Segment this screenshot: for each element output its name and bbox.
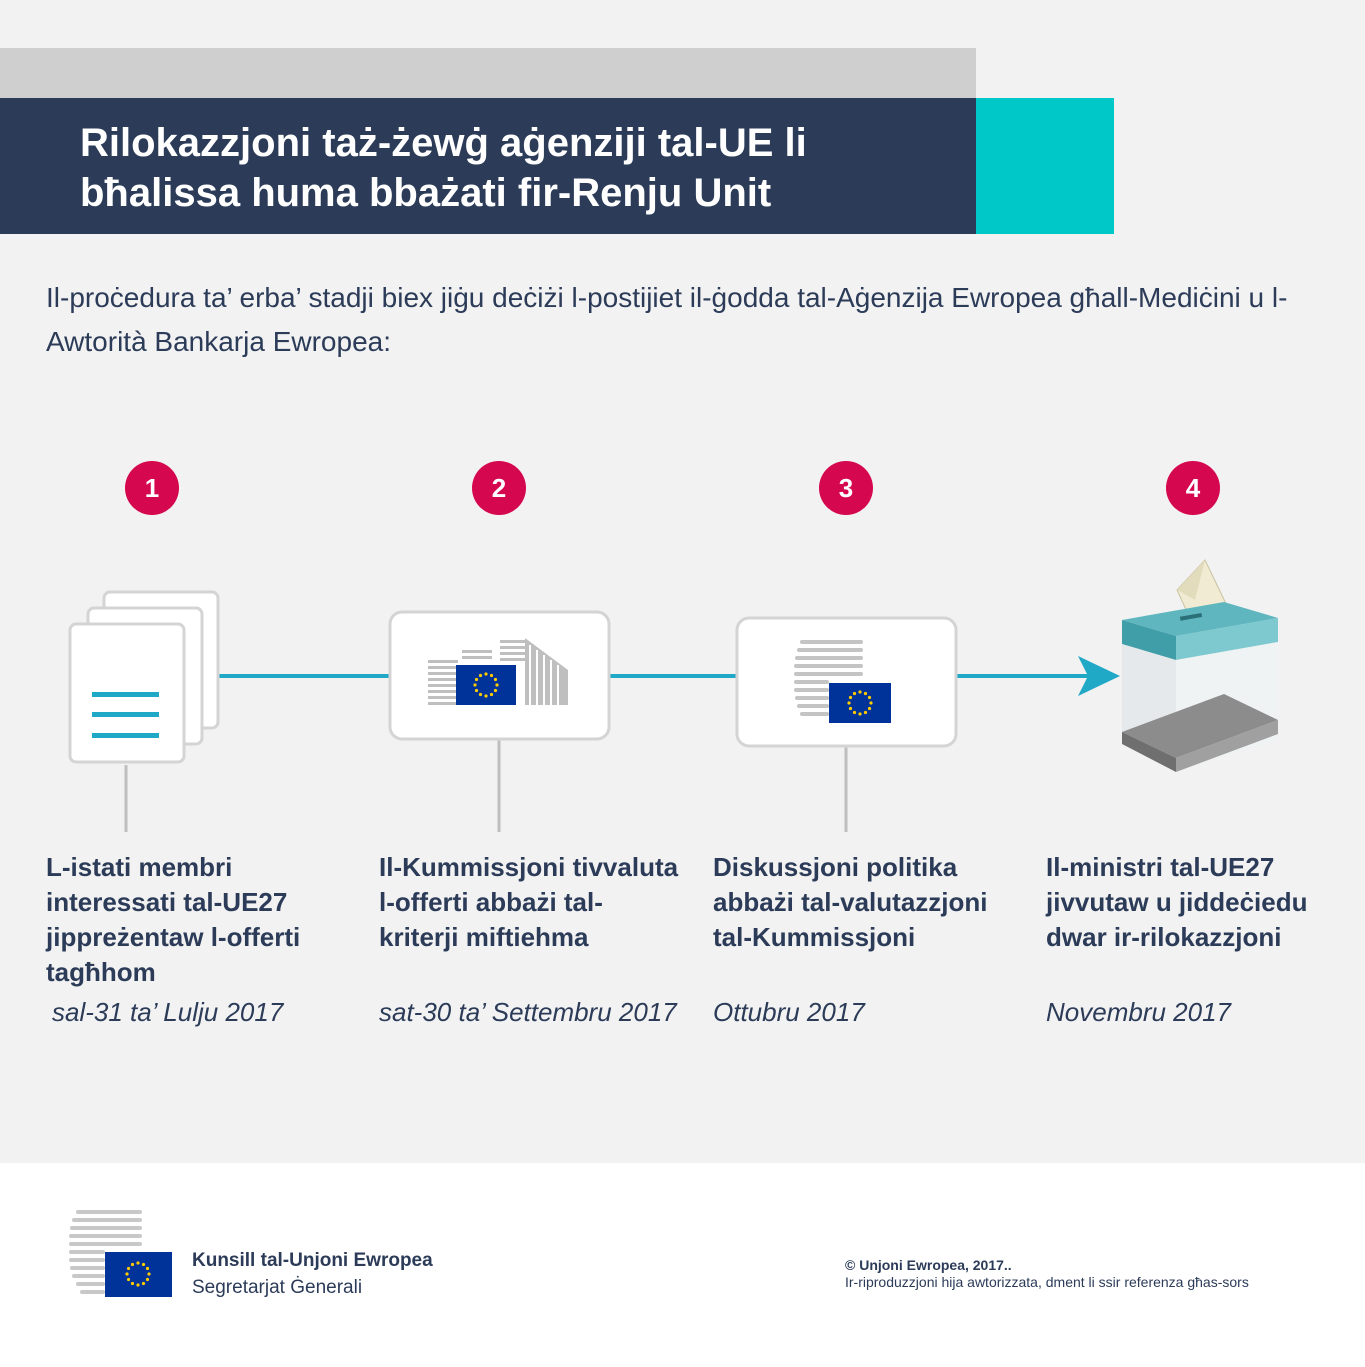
step-date-2: sat-30 ta’ Settembru 2017 <box>379 997 677 1027</box>
step-number-2: 2 <box>472 461 526 515</box>
step-date-3: Ottubru 2017 <box>713 997 865 1027</box>
copyright-text: © Unjoni Ewropea, 2017.. <box>845 1257 1012 1273</box>
documents-icon <box>70 592 218 762</box>
intro-text: Il-proċedura ta’ erba’ stadji biex jiġu deċiżi l-postijiet il-ġodda tal-Aġenzija Ewropea għall-Mediċini u l-Awtorità Bankarja Ewropea: <box>46 282 1288 357</box>
council-logo-icon <box>66 1208 176 1300</box>
step-text-1: L-istati membri interessati tal-UE27 jippreżentaw l-offerti tagħhom <box>46 852 301 987</box>
org-name: Kunsill tal-Unjoni Ewropea <box>192 1250 433 1271</box>
org-subtitle: Segretarjat Ġenerali <box>192 1277 363 1298</box>
step-date-4: Novembru 2017 <box>1046 997 1231 1027</box>
step-date-1: sal-31 ta’ Lulju 2017 <box>52 997 284 1027</box>
step-text-3: Diskussjoni politika abbażi tal-valutazzjoni tal-Kummissjoni <box>713 852 988 952</box>
council-building-icon <box>737 618 956 746</box>
page-title: Rilokazzjoni taż-żewġ aġenziji tal-UE li bħalissa huma bbażati fir-Renju Unit <box>80 121 807 215</box>
ballot-box-icon <box>1122 560 1278 772</box>
step-number-1: 1 <box>125 461 179 515</box>
step-text-4: Il-ministri tal-UE27 jivvutaw u jiddeċiedu dwar ir-rilokazzjoni <box>1046 852 1308 952</box>
commission-building-icon <box>390 612 609 739</box>
step-number-3: 3 <box>819 461 873 515</box>
step-number-4: 4 <box>1166 461 1220 515</box>
step-text-2: Il-Kummissjoni tivvaluta l-offerti abbażi tal-kriterji miftiehma <box>379 852 679 952</box>
reproduction-notice: Ir-riproduzzjoni hija awtorizzata, dment li ssir referenza għas-sors <box>845 1274 1249 1290</box>
